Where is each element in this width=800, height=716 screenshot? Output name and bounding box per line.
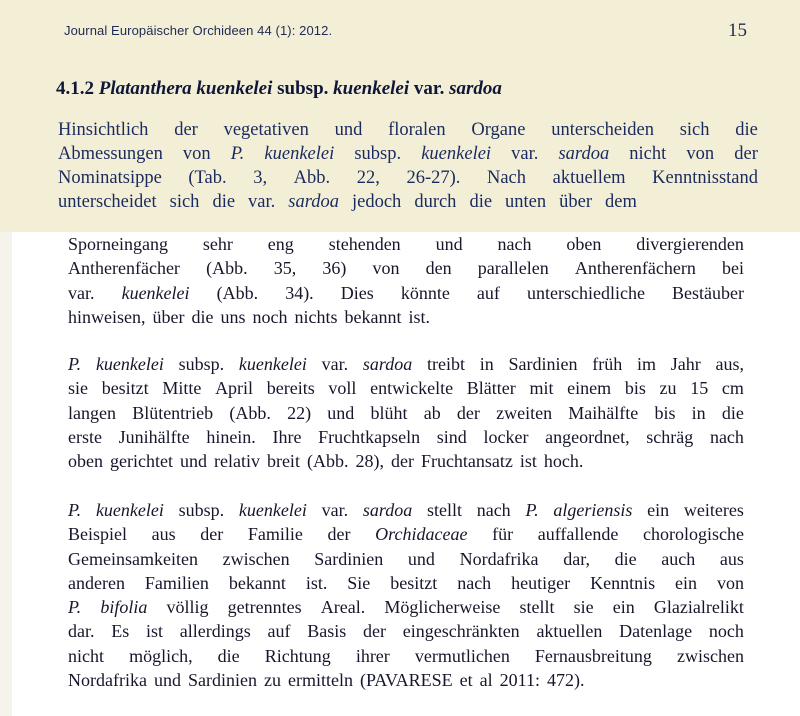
text-line: anderen Familien bekannt ist. Sie besitzt nach heutiger Kenntnis ein von — [68, 572, 744, 593]
text-line: Abmessungen von P. kuenkelei subsp. kuenkelei var. sardoa nicht von der — [58, 144, 758, 164]
paragraph-chorology — [68, 498, 744, 692]
text-line: dar. Es ist allerdings auf Basis der eingeschränkten aktuellen Datenlage noch — [68, 621, 744, 642]
text-line: Beispiel aus der Familie der Orchidaceae für auffallende chorologische — [68, 524, 744, 545]
section-number: 4.1.2 — [56, 78, 94, 99]
text-line: langen Blütentrieb (Abb. 22) und blüht ab der zweiten Maihälfte bis in die — [68, 402, 744, 423]
text-line: oben gerichtet und relativ breit (Abb. 28), der Fruchtansatz ist hoch. — [68, 451, 584, 472]
intro-paragraph — [58, 118, 758, 214]
text-line: P. bifolia völlig getrenntes Areal. Möglicherweise stellt sie ein Glazialrelikt — [68, 597, 744, 618]
var-label: var. — [413, 78, 445, 99]
taxon-name: Platanthera kuenkelei — [98, 78, 273, 99]
text-line: hinweisen, über die uns noch nichts bekannt ist. — [68, 306, 430, 327]
text-line: unterscheidet sich die var. sardoa jedoch durch die unten über dem — [58, 192, 637, 212]
paragraph-phenology — [68, 352, 744, 473]
text-line: Nominatsippe (Tab. 3, Abb. 22, 26-27). Nach aktuellem Kenntnisstand — [58, 168, 758, 188]
text-line: Hinsichtlich der vegetativen und floralen Organe unterscheiden sich die — [58, 120, 758, 140]
section-heading — [56, 78, 502, 100]
text-line: P. kuenkelei subsp. kuenkelei var. sardoa treibt in Sardinien früh im Jahr aus, — [68, 354, 744, 374]
text-line: Nordafrika und Sardinien zu ermitteln (PAVARESE et al 2011: 472). — [68, 670, 585, 691]
page-number: 15 — [728, 20, 747, 41]
text-line: P. kuenkelei subsp. kuenkelei var. sardoa stellt nach P. algeriensis ein weiteres — [68, 500, 744, 520]
journal-running-head: Journal Europäischer Orchideen 44 (1): 2012. — [64, 23, 333, 38]
text-line: erste Junihälfte hinein. Ihre Fruchtkapseln sind locker angeordnet, schräg nach — [68, 426, 744, 447]
subsp-label: subsp. — [277, 78, 329, 99]
text-line: nicht möglich, die Richtung ihrer vermutlichen Fernausbreitung zwischen — [68, 645, 744, 666]
text-line: sie besitzt Mitte April bereits voll entwickelte Blätter mit einem bis zu 15 cm — [68, 378, 744, 399]
var-name: sardoa — [449, 78, 502, 99]
subsp-name: kuenkelei — [333, 78, 410, 99]
text-line: Sporneingang sehr eng stehenden und nach oben divergierenden — [68, 234, 744, 254]
text-line: var. kuenkelei (Abb. 34). Dies könnte auf unterschiedliche Bestäuber — [68, 282, 744, 303]
text-line: Antherenfächer (Abb. 35, 36) von den parallelen Antherenfächern bei — [68, 258, 744, 279]
paragraph-anther — [68, 232, 744, 329]
text-line: Gemeinsamkeiten zwischen Sardinien und Nordafrika dar, die auch aus — [68, 548, 744, 569]
